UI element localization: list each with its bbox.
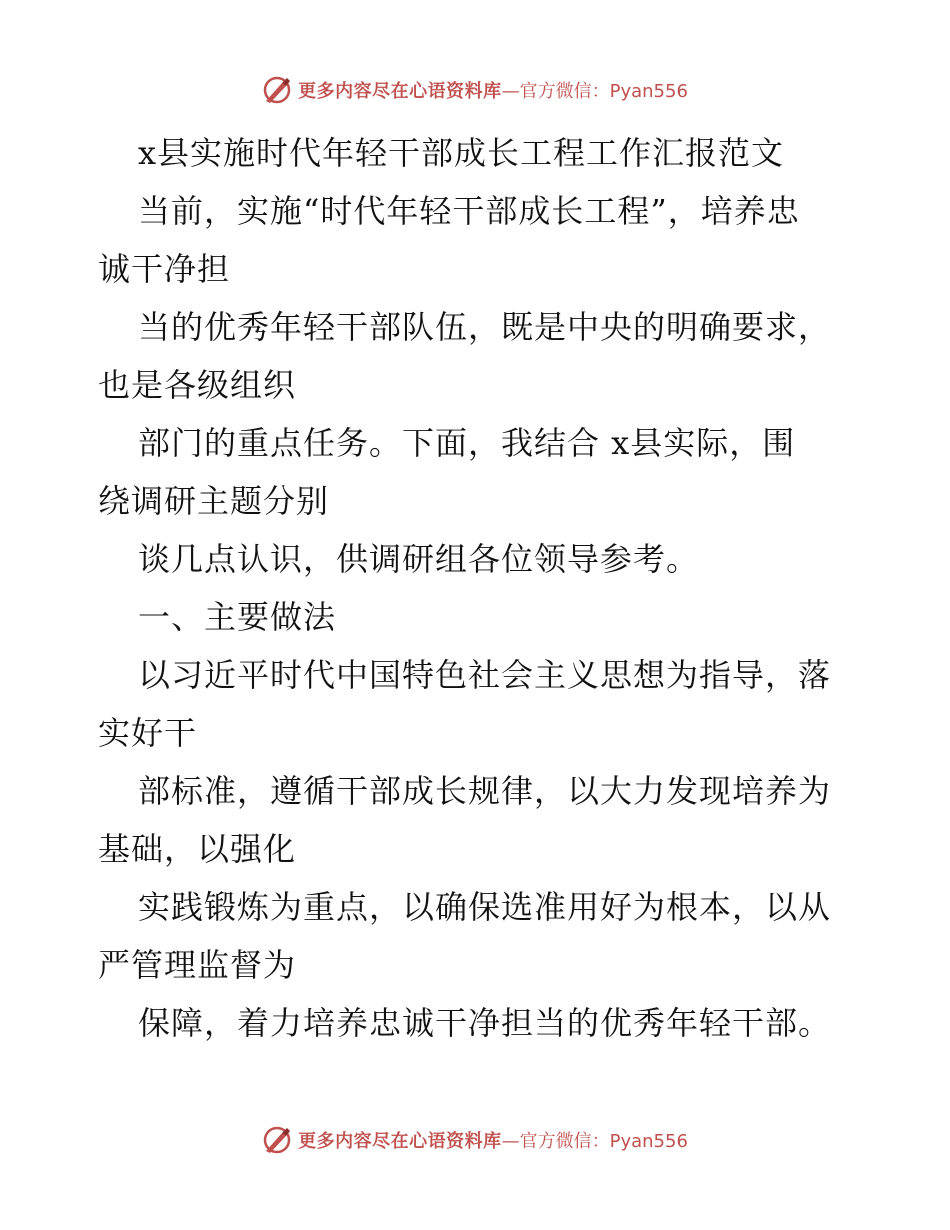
text-line: 诚干净担 [98, 250, 231, 288]
pen-logo-icon [262, 1125, 292, 1155]
text-line: 当的优秀年轻干部队伍，既是中央的明确要求， [138, 308, 832, 346]
text-line: x县实施时代年轻干部成长工程工作汇报范文 [138, 134, 785, 172]
text-line: 实好干 [98, 714, 198, 752]
banner-contact-text: —官方微信：Pyan556 [501, 1131, 688, 1152]
text-line: 保障，着力培养忠诚干净担当的优秀年轻干部。 [138, 1004, 832, 1042]
text-line: 部标准，遵循干部成长规律，以大力发现培养为 [138, 772, 832, 810]
pen-logo-icon [262, 75, 292, 105]
text-line: 一、主要做法 [138, 598, 337, 636]
text-line: 绕调研主题分别 [98, 482, 330, 520]
text-line: 严管理监督为 [98, 946, 297, 984]
document-body [98, 124, 858, 1052]
banner-brand-text: 更多内容尽在心语资料库 [298, 1131, 502, 1152]
text-line: 实践锻炼为重点，以确保选准用好为根本，以从 [138, 888, 832, 926]
banner-contact-text: —官方微信：Pyan556 [501, 81, 688, 102]
footer-banner [0, 1120, 950, 1160]
header-banner [0, 70, 950, 110]
text-line: 也是各级组织 [98, 366, 297, 404]
text-line: 基础，以强化 [98, 830, 297, 868]
text-line: 当前，实施“时代年轻干部成长工程”，培养忠 [138, 192, 800, 230]
text-line: 谈几点认识，供调研组各位领导参考。 [138, 540, 700, 578]
banner-brand-text: 更多内容尽在心语资料库 [298, 81, 502, 102]
text-line: 部门的重点任务。下面，我结合 x县实际，围 [138, 424, 796, 462]
text-line: 以习近平时代中国特色社会主义思想为指导，落 [138, 656, 832, 694]
